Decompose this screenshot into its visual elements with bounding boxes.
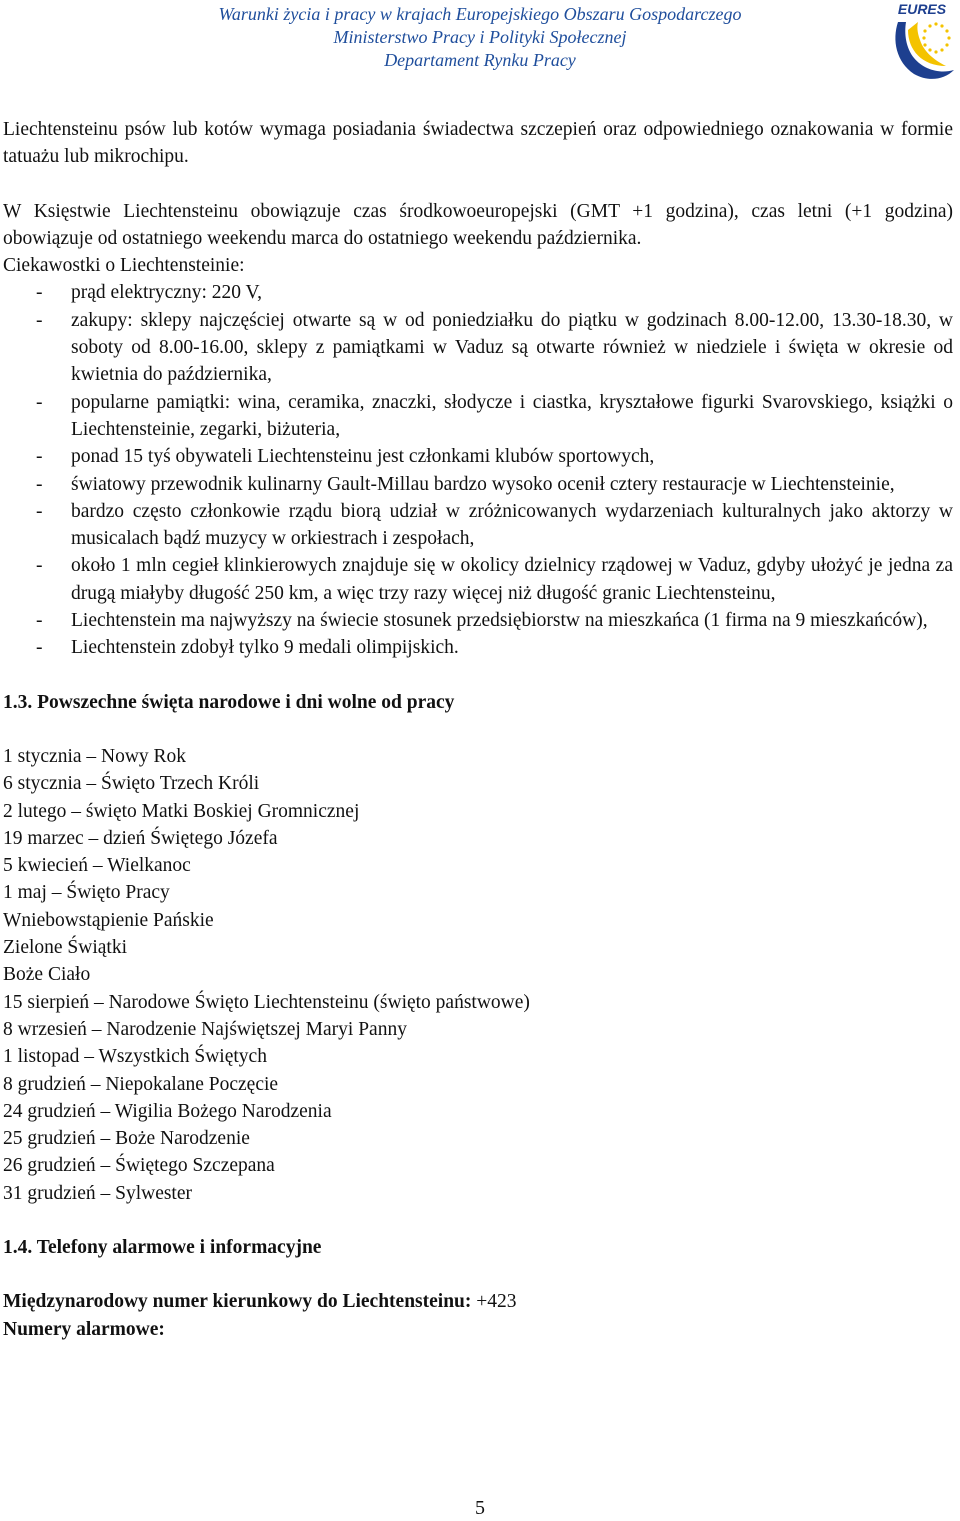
list-item: 8 wrzesień – Narodzenie Najświętszej Maryi Panny [3,1018,407,1040]
list-item: 1 maj – Święto Pracy [3,882,170,904]
list-item: 1 stycznia – Nowy Rok [3,745,187,767]
page-content [3,116,953,1343]
dial-code-value: +423 [476,1291,517,1313]
dial-code-label: Międzynarodowy numer kierunkowy do Liechtensteinu: [3,1291,472,1313]
header-text-block [0,3,960,72]
list-item: 19 marzec – dzień Świętego Józefa [3,827,278,849]
list-item: 2 lutego – święto Matki Boskiej Gromnicznej [3,800,360,822]
eures-logo-text: EURES [897,1,947,17]
page-header [0,0,960,90]
page-number: 5 [475,1497,485,1519]
paragraph-pets: Liechtensteinu psów lub kotów wymaga posiadania świadectwa szczepień oraz odpowiedniego oznakowania w formie tatuażu lub mikrochipu. [3,119,953,168]
section-title-phones: 1.4. Telefony alarmowe i informacyjne [3,1236,322,1258]
dial-code-line [3,1288,953,1315]
list-item: - bardzo często członkowie rządu biorą udział w zróżnicowanych wydarzeniach kulturalnych jako aktorzy w musicalach bądź muzycy w orkiestrach i zespołach, [36,500,953,550]
header-department: Departament Rynku Pracy [384,50,576,70]
list-item: Wniebowstąpienie Pańskie [3,909,214,931]
holidays-list [3,743,953,1207]
list-item: 26 grudzień – Świętego Szczepana [3,1155,275,1177]
list-item: - ponad 15 tyś obywateli Liechtensteinu jest członkami klubów sportowych, [36,446,655,468]
header-ministry: Ministerstwo Pracy i Polityki Społecznej [333,27,627,47]
list-item: - około 1 mln cegieł klinkierowych znajduje się w okolicy dzielnicy rządowej w Vaduz, gdyby ułożyć je jedna za drugą miałyby długość 250 km, a więc trzy razy więcej niż długość granic Liechtensteinu, [36,555,953,604]
list-item: Boże Ciało [3,964,91,986]
list-item: - zakupy: sklepy najczęściej otwarte są w od poniedziałku do piątku w godzinach 8.00-12.00, 13.30-18.30, w soboty od 8.00-16.00, sklepy z pamiątkami w Vaduz są otwarte również w niedziele i święta w okresie od kwietnia do października, [36,309,953,386]
eures-logo [884,0,960,86]
list-item: Zielone Świątki [3,937,128,959]
list-item: 24 grudzień – Wigilia Bożego Narodzenia [3,1100,332,1122]
facts-list [3,279,953,661]
list-item: 31 grudzień – Sylwester [3,1182,193,1204]
eures-logo-icon [884,0,960,86]
list-item: 6 stycznia – Święto Trzech Króli [3,773,260,795]
list-item: - popularne pamiątki: wina, ceramika, znaczki, słodycze i ciastka, kryształowe figurki Svarovskiego, książki o Liechtensteinie, zegarki, biżuteria, [36,391,953,440]
paragraph-timezone: W Księstwie Liechtensteinu obowiązuje czas środkowoeuropejski (GMT +1 godzina), czas letni (+1 godzina) obowiązuje od ostatniego weekendu marca do ostatniego weekendu października. [3,200,953,249]
list-item: 25 grudzień – Boże Narodzenie [3,1128,250,1150]
header-title: Warunki życia i pracy w krajach Europejskiego Obszaru Gospodarczego [218,4,742,24]
list-item: - światowy przewodnik kulinarny Gault-Millau bardzo wysoko ocenił cztery restauracje w Liechtensteinie, [36,473,895,495]
list-item: - Liechtenstein zdobył tylko 9 medali olimpijskich. [36,637,459,659]
section-title-holidays: 1.3. Powszechne święta narodowe i dni wolne od pracy [3,691,455,713]
list-item: - Liechtenstein ma najwyższy na świecie stosunek przedsiębiorstw na mieszkańca (1 firma na 9 mieszkańców), [36,610,928,632]
list-item: 1 listopad – Wszystkich Świętych [3,1046,267,1068]
facts-title: Ciekawostki o Liechtensteinie: [3,255,245,277]
list-item: 8 grudzień – Niepokalane Poczęcie [3,1073,279,1095]
list-item: 15 sierpień – Narodowe Święto Liechtensteinu (święto państwowe) [3,991,530,1013]
list-item: 5 kwiecień – Wielkanoc [3,855,191,877]
list-item: - prąd elektryczny: 220 V, [36,282,262,304]
emergency-numbers-label: Numery alarmowe: [3,1318,165,1340]
